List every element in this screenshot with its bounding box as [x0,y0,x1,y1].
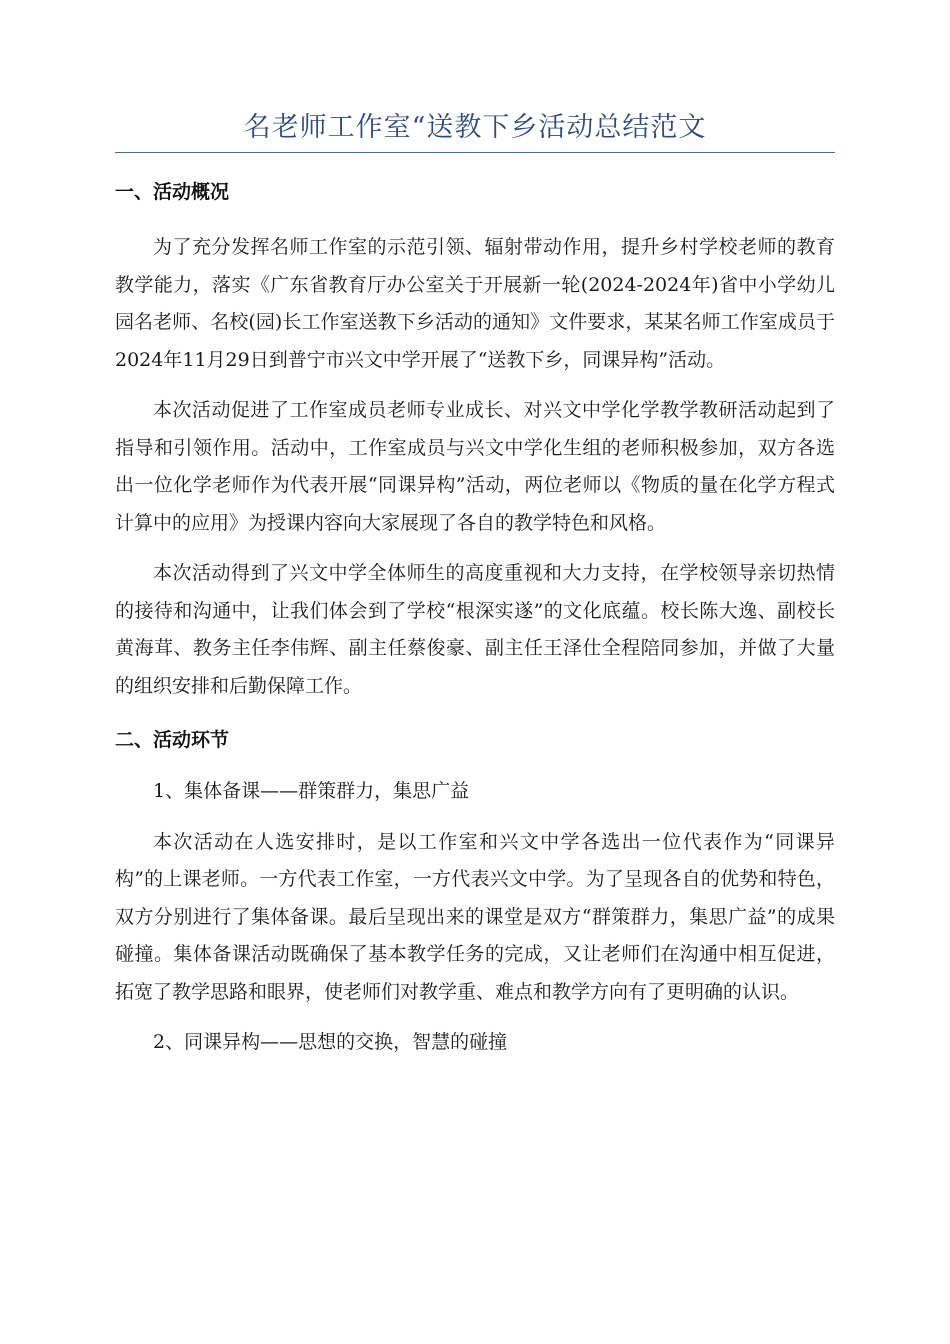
section-heading-activities: 二、活动环节 [115,729,230,751]
overview-paragraph-3: 本次活动得到了兴文中学全体师生的高度重视和大力支持，在学校领导亲切热情的接待和沟通中，让我们体会到了学校“根深实遂”的文化底蕴。校长陈大逸、副校长黄海茸、教务主任李伟辉、副主任蔡俊豪、副主任王泽仕全程陪同参加，并做了大量的组织安排和后勤保障工作。 [115,562,835,697]
subsection-heading-lesson-prep: 1、集体备课——群策群力，集思广益 [153,780,470,802]
lesson-prep-paragraph: 本次活动在人选安排时，是以工作室和兴文中学各选出一位代表作为“同课异构”的上课老师。一方代表工作室，一方代表兴文中学。为了呈现各自的优势和特色，双方分别进行了集体备课。最后呈现出来的课堂是双方“群策群力，集思广益”的成果碰撞。集体备课活动既确保了基本教学任务的完成，又让老师们在沟通中相互促进，拓宽了教学思路和眼界，使老师们对教学重、难点和教学方向有了更明确的认识。 [115,830,835,1003]
section-heading-overview: 一、活动概况 [115,181,230,203]
overview-paragraph-1: 为了充分发挥名师工作室的示范引领、辐射带动作用，提升乡村学校老师的教育教学能力，落实《广东省教育厅办公室关于开展新一轮(2024-2024年)省中小学幼儿园名老师、名校(园)长工作室送教下乡活动的通知》文件要求，某某名师工作室成员于2024年11月29日到普宁市兴文中学开展了“送教下乡，同课异构”活动。 [115,236,835,371]
overview-paragraph-2: 本次活动促进了工作室成员老师专业成长、对兴文中学化学教学教研活动起到了指导和引领作用。活动中，工作室成员与兴文中学化生组的老师积极参加，双方各选出一位化学老师作为代表开展“同课异构”活动，两位老师以《物质的量在化学方程式计算中的应用》为授课内容向大家展现了各自的教学特色和风格。 [115,399,835,534]
document-page [115,108,835,1062]
document-title: 名老师工作室“送教下乡活动总结范文 [115,108,835,153]
subsection-heading-same-lesson: 2、同课异构——思想的交换，智慧的碰撞 [153,1031,508,1053]
